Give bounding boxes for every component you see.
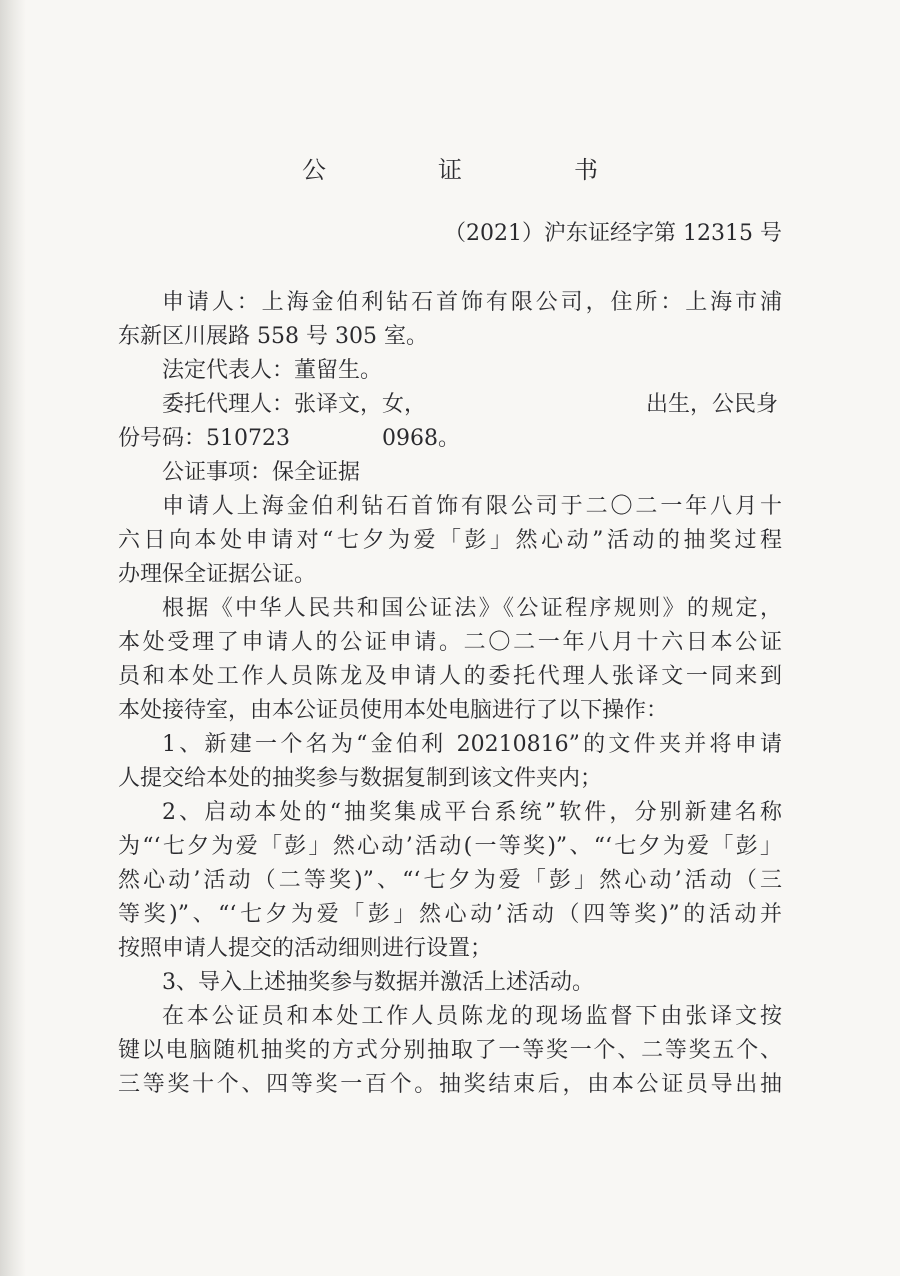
body-line [118,388,782,422]
body-line [118,422,782,456]
body-line: 根据《中华人民共和国公证法》《公证程序规则》的规定， [162,596,782,621]
body-line: 本处受理了申请人的公证申请。二〇二一年八月十六日本公证 [118,630,782,655]
page-binding-shadow [0,0,26,1276]
document-number: （2021）沪东证经字第 12315 号 [444,221,782,246]
id-number-end: 0968。 [381,426,460,451]
body-line: 在本公证员和本处工作人员陈龙的现场监督下由张译文按 [162,1004,782,1029]
body-line: 法定代表人：董留生。 [162,358,383,383]
body-line: 2、启动本处的“抽奖集成平台系统”软件，分别新建名称 [162,800,782,825]
body-line: 按照申请人提交的活动细则进行设置； [118,936,493,961]
body-line: 本处接待室，由本公证员使用本处电脑进行了以下操作： [118,698,669,723]
agent-info-start: 委托代理人：张译文，女， [162,392,427,417]
body-line: 公证事项：保全证据 [162,460,361,485]
body-line: 六日向本处申请对“七夕为爱「彭」然心动”活动的抽奖过程 [118,528,782,553]
body-line: 键以电脑随机抽奖的方式分别抽取了一等奖一个、二等奖五个、 [118,1038,782,1063]
body-line: 办理保全证据公证。 [118,562,317,587]
id-number-start: 份号码：510723 [118,426,290,451]
body-line: 员和本处工作人员陈龙及申请人的委托代理人张译文一同来到 [118,664,782,689]
body-line: 1、新建一个名为“金伯利 20210816”的文件夹并将申请 [162,732,782,757]
document-body [118,286,782,1102]
body-line: 等奖)”、“‘七夕为爱「彭」然心动’活动（四等奖)”的活动并 [118,902,782,927]
body-line: 三等奖十个、四等奖一百个。抽奖结束后，由本公证员导出抽 [118,1072,782,1097]
body-line: 人提交给本处的抽奖参与数据复制到该文件夹内； [118,766,603,791]
body-line: 为“‘七夕为爱「彭」然心动’活动(一等奖)”、“‘七夕为爱「彭」 [118,834,782,859]
body-line: 然心动’活动（二等奖)”、“‘七夕为爱「彭」然心动’活动（三 [118,868,782,893]
agent-info-end: 出生，公民身 [646,392,779,417]
body-line: 3、导入上述抽奖参与数据并激活上述活动。 [162,970,594,995]
body-line: 申请人：上海金伯利钻石首饰有限公司，住所：上海市浦 [162,290,782,315]
document-title: 公 证 书 [302,156,642,184]
body-line: 东新区川展路 558 号 305 室。 [118,324,428,349]
body-line: 申请人上海金伯利钻石首饰有限公司于二〇二一年八月十 [162,494,782,519]
